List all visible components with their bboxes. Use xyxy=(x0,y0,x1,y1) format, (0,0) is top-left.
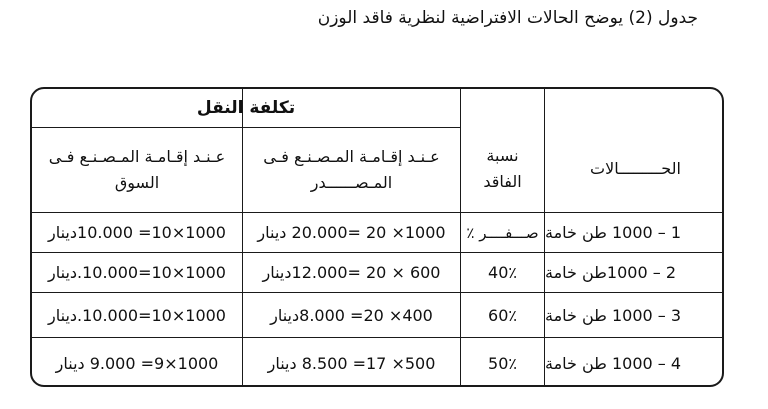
row3-market: 1000×10=10.000.دينار xyxy=(48,305,226,325)
header-at-market: عـنـد إقـامـة المـصـنـع فـى السوق xyxy=(48,147,226,192)
table-caption: جدول (2) يوضح الحالات الافتراضية لنظرية فاقد الوزن xyxy=(317,8,698,28)
row1-loss: صـــفــــر ٪ xyxy=(466,223,539,242)
header-cases: الحـــــــــالات xyxy=(590,159,681,178)
row2-loss: 40٪ xyxy=(488,263,517,282)
header-at-source: عـنـد إقـامـة المـصـنـع فـى المـصــــــدر xyxy=(263,147,440,192)
row1-case: 1 – 1000 طن خامة xyxy=(545,223,682,242)
row4-market: 1000×9= 9.000 دينار xyxy=(55,354,219,373)
row2-source: 600 × 20 =12.000دينار xyxy=(262,263,441,282)
row4-loss: 50٪ xyxy=(488,354,517,373)
header-loss-ratio: نسبة الفاقد xyxy=(483,145,522,191)
row4-source: 500× 17= 8.500 دينار xyxy=(267,354,436,373)
row1-market: 1000×10= 10.000دينار xyxy=(48,223,226,242)
row1-source: 1000× 20 =20.000 دينار xyxy=(257,223,446,242)
row3-case: 3 – 1000 طن خامة xyxy=(545,305,682,325)
transport-cost-table xyxy=(30,87,724,387)
row4-case: 4 – 1000 طن خامة xyxy=(545,354,682,373)
row3-source: 400× 20= 8.000دينار xyxy=(270,305,433,325)
row2-market: 1000×10=10.000.دينار xyxy=(48,263,226,282)
row2-case: 2 – 1000طن خامة xyxy=(545,263,676,282)
row3-loss: 60٪ xyxy=(488,305,517,325)
group-header-transport-cost: تكلفة النقل xyxy=(196,98,296,118)
